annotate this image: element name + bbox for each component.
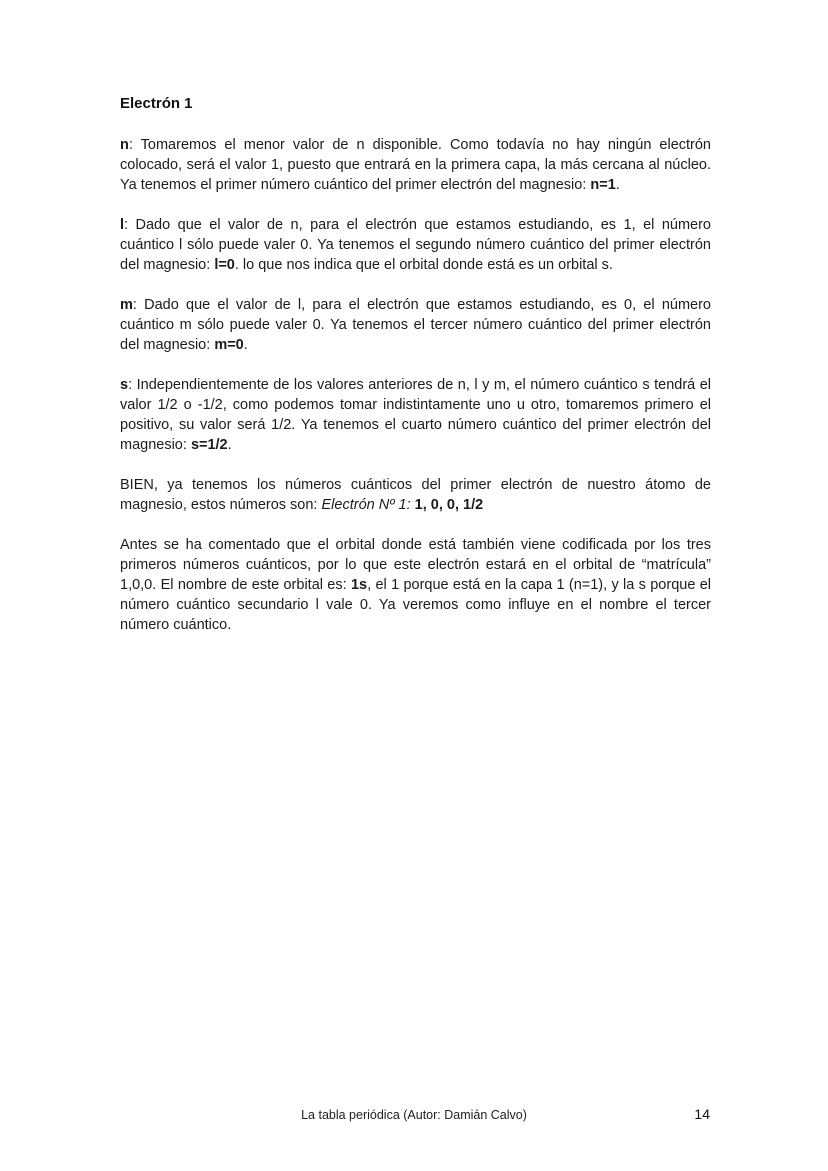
paragraph-orbital: Antes se ha comentado que el orbital donde está también viene codificada por los tres primeros números cuánticos, por lo que este electrón estará en el orbital de “matrícula” 1,0,0. El nombre de este orbital es: 1s, el 1 porque está en la capa 1 (n=1), y la s porque el número cuántico secundario l vale 0. Ya veremos como influye en el nombre el tercer número cuántico.	[120, 537, 711, 633]
page-footer	[0, 1106, 828, 1128]
page-content	[120, 94, 711, 655]
section-heading: Electrón 1	[120, 95, 193, 112]
paragraph-quantum-m: m: Dado que el valor de l, para el electrón que estamos estudiando, es 0, el número cuántico m sólo puede valer 0. Ya tenemos el tercer número cuántico del primer electrón del magnesio: m=0.	[120, 297, 711, 353]
paragraph-quantum-s: s: Independientemente de los valores anteriores de n, l y m, el número cuántico s tendrá el valor 1/2 o -1/2, como podemos tomar indistintamente uno u otro, tomaremos primero el positivo, su valor será 1/2. Ya tenemos el cuarto número cuántico del primer electrón del magnesio: s=1/2.	[120, 377, 711, 453]
footer-title: La tabla periódica (Autor: Damián Calvo)	[301, 1108, 527, 1122]
paragraph-summary: BIEN, ya tenemos los números cuánticos del primer electrón de nuestro átomo de magnesio, estos números son: Electrón Nº 1: 1, 0, 0, 1/2	[120, 477, 711, 513]
footer-page-number: 14	[694, 1106, 710, 1122]
paragraph-quantum-n: n: Tomaremos el menor valor de n disponible. Como todavía no hay ningún electrón colocado, será el valor 1, puesto que entrará en la primera capa, la más cercana al núcleo. Ya tenemos el primer número cuántico del primer electrón del magnesio: n=1.	[120, 137, 711, 193]
paragraph-quantum-l: l: Dado que el valor de n, para el electrón que estamos estudiando, es 1, el número cuántico l sólo puede valer 0. Ya tenemos el segundo número cuántico del primer electrón del magnesio: l=0. lo que nos indica que el orbital donde está es un orbital s.	[120, 217, 711, 273]
